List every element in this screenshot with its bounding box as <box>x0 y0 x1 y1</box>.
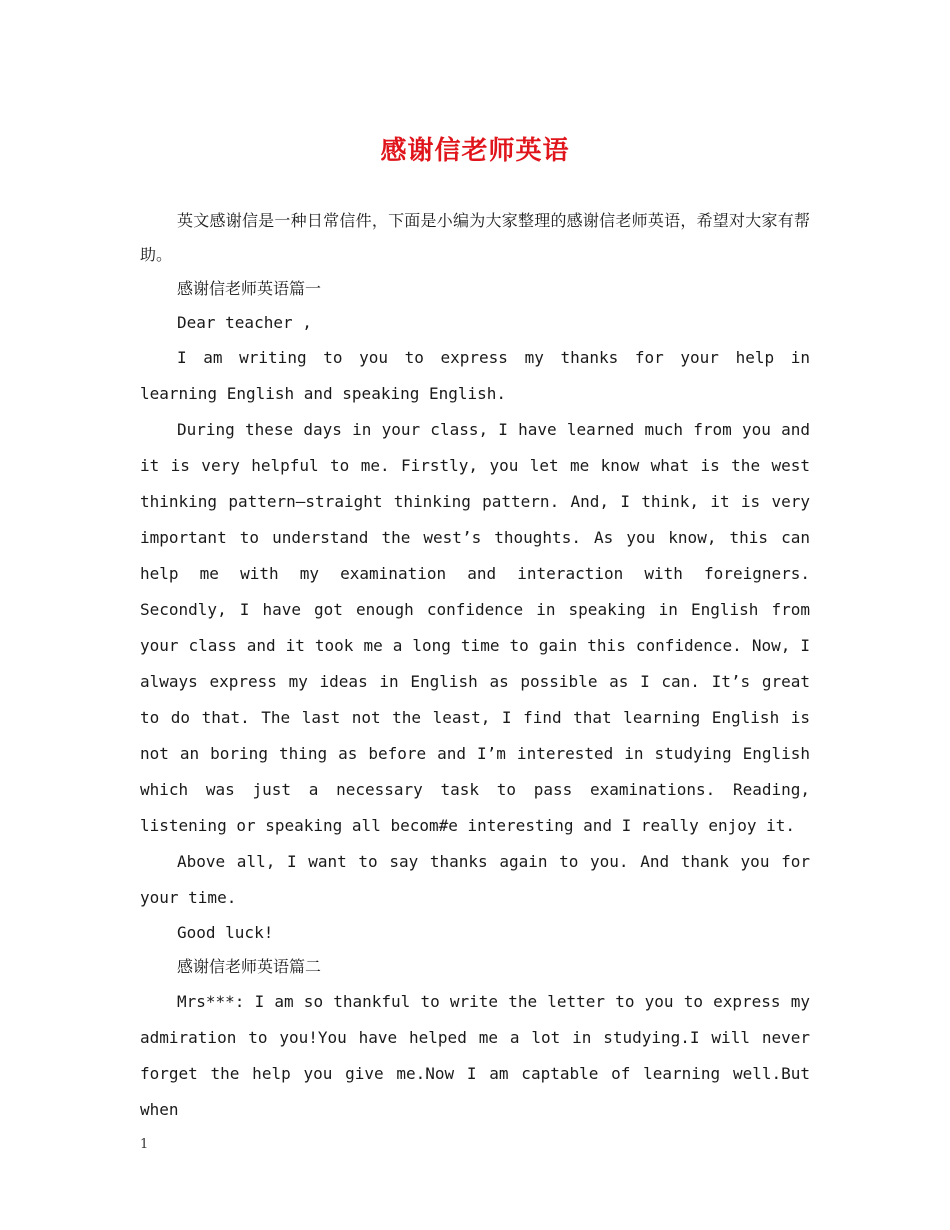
section-line: Good luck! <box>177 923 274 942</box>
paragraph: Mrs***: I am so thankful to write the letter to you to express my admiration to you!You have helped me a lot in studying.I will never forget the help you give me.Now I am captable of learning well.But when <box>140 992 810 1119</box>
section-line: 感谢信老师英语篇二 <box>177 957 322 976</box>
document-title: 感谢信老师英语 <box>380 136 570 166</box>
section-line: Dear teacher , <box>177 313 312 332</box>
document-body <box>140 204 810 1128</box>
page-number: 1 <box>140 1137 149 1152</box>
paragraph: I am writing to you to express my thanks for your help in learning English and speaking English. <box>140 348 810 403</box>
paragraph: Above all, I want to say thanks again to you. And thank you for your time. <box>140 852 810 907</box>
section-line: 感谢信老师英语篇一 <box>177 279 322 298</box>
paragraph: During these days in your class, I have learned much from you and it is very helpful to me. Firstly, you let me know what is the west thinking pattern—straight thinking pattern. And, I think, it is very important to understand the west’s thoughts. As you know, this can help me with my examination and interaction with foreigners. Secondly, I have got enough confidence in speaking in English from your class and it took me a long time to gain this confidence. Now, I always express my ideas in English as possible as I can. It’s great to do that. The last not the least, I find that learning English is not an boring thing as before and I’m interested in studying English which was just a necessary task to pass examinations. Reading, listening or speaking all becom#e interesting and I really enjoy it. <box>140 420 810 835</box>
paragraph: 英文感谢信是一种日常信件，下面是小编为大家整理的感谢信老师英语，希望对大家有帮助。 <box>140 211 810 264</box>
